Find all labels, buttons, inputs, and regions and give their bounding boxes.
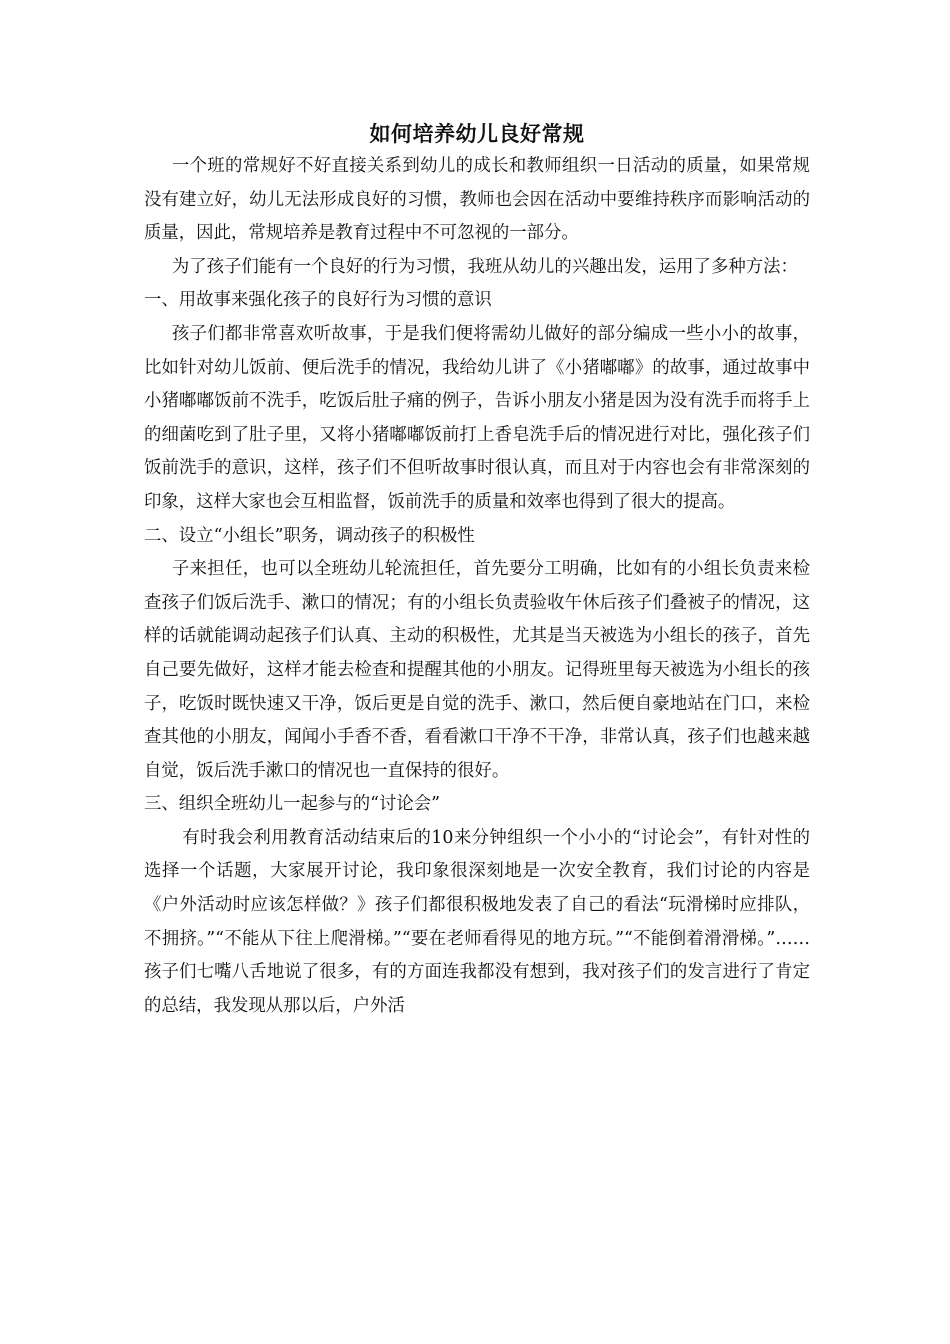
document-page	[144, 118, 810, 1023]
intro-paragraph-1: 一个班的常规好不好直接关系到幼儿的成长和教师组织一日活动的质量，如果常规没有建立好，幼儿无法形成良好的习惯，教师也会因在活动中要维持秩序而影响活动的质量，因此，常规培养是教育过程中不可忽视的一部分。	[144, 156, 810, 244]
section-1-paragraph: 孩子们都非常喜欢听故事，于是我们便将需幼儿做好的部分编成一些小小的故事，比如针对幼儿饭前、便后洗手的情况，我给幼儿讲了《小猪嘟嘟》的故事，通过故事中小猪嘟嘟饭前不洗手，吃饭后肚子痛的例子，告诉小朋友小猪是因为没有洗手而将手上的细菌吃到了肚子里，又将小猪嘟嘟饭前打上香皂洗手后的情况进行对比，强化孩子们饭前洗手的意识，这样，孩子们不但听故事时很认真，而且对于内容也会有非常深刻的印象，这样大家也会互相监督，饭前洗手的质量和效率也得到了很大的提高。	[144, 323, 810, 512]
section-3-heading: 三、组织全班幼儿一起参与的“讨论会”	[144, 794, 441, 815]
document-title: 如何培养幼儿良好常规	[369, 121, 585, 146]
section-2-heading: 二、设立“小组长”职务，调动孩子的积极性	[144, 525, 475, 546]
section-1-heading: 一、用故事来强化孩子的良好行为习惯的意识	[144, 290, 492, 311]
section-2-paragraph: 子来担任，也可以全班幼儿轮流担任，首先要分工明确，比如有的小组长负责来检查孩子们饭后洗手、漱口的情况；有的小组长负责验收午休后孩子们叠被子的情况，这样的话就能调动起孩子们认真、主动的积极性，尤其是当天被选为小组长的孩子，首先自己要先做好，这样才能去检查和提醒其他的小朋友。记得班里每天被选为小组长的孩子，吃饭时既快速又干净，饭后更是自觉的洗手、漱口，然后便自豪地站在门口，来检查其他的小朋友，闻闻小手香不香，看看漱口干净不干净，非常认真，孩子们也越来越自觉，饭后洗手漱口的情况也一直保持的很好。	[144, 559, 810, 781]
intro-paragraph-2: 为了孩子们能有一个良好的行为习惯，我班从幼儿的兴趣出发，运用了多种方法：	[171, 256, 798, 277]
section-3-paragraph: 有时我会利用教育活动结束后的10来分钟组织一个小小的“讨论会”，有针对性的选择一个话题，大家展开讨论，我印象很深刻地是一次安全教育，我们讨论的内容是《户外活动时应该怎样做？》孩子们都很积极地发表了自己的看法“玩滑梯时应排队，不拥挤。”“不能从下往上爬滑梯。”“要在老师看得见的地方玩。”“不能倒着滑滑梯。”……孩子们七嘴八舌地说了很多，有的方面连我都没有想到，我对孩子们的发言进行了肯定的总结，我发现从那以后，户外活	[144, 827, 810, 1016]
